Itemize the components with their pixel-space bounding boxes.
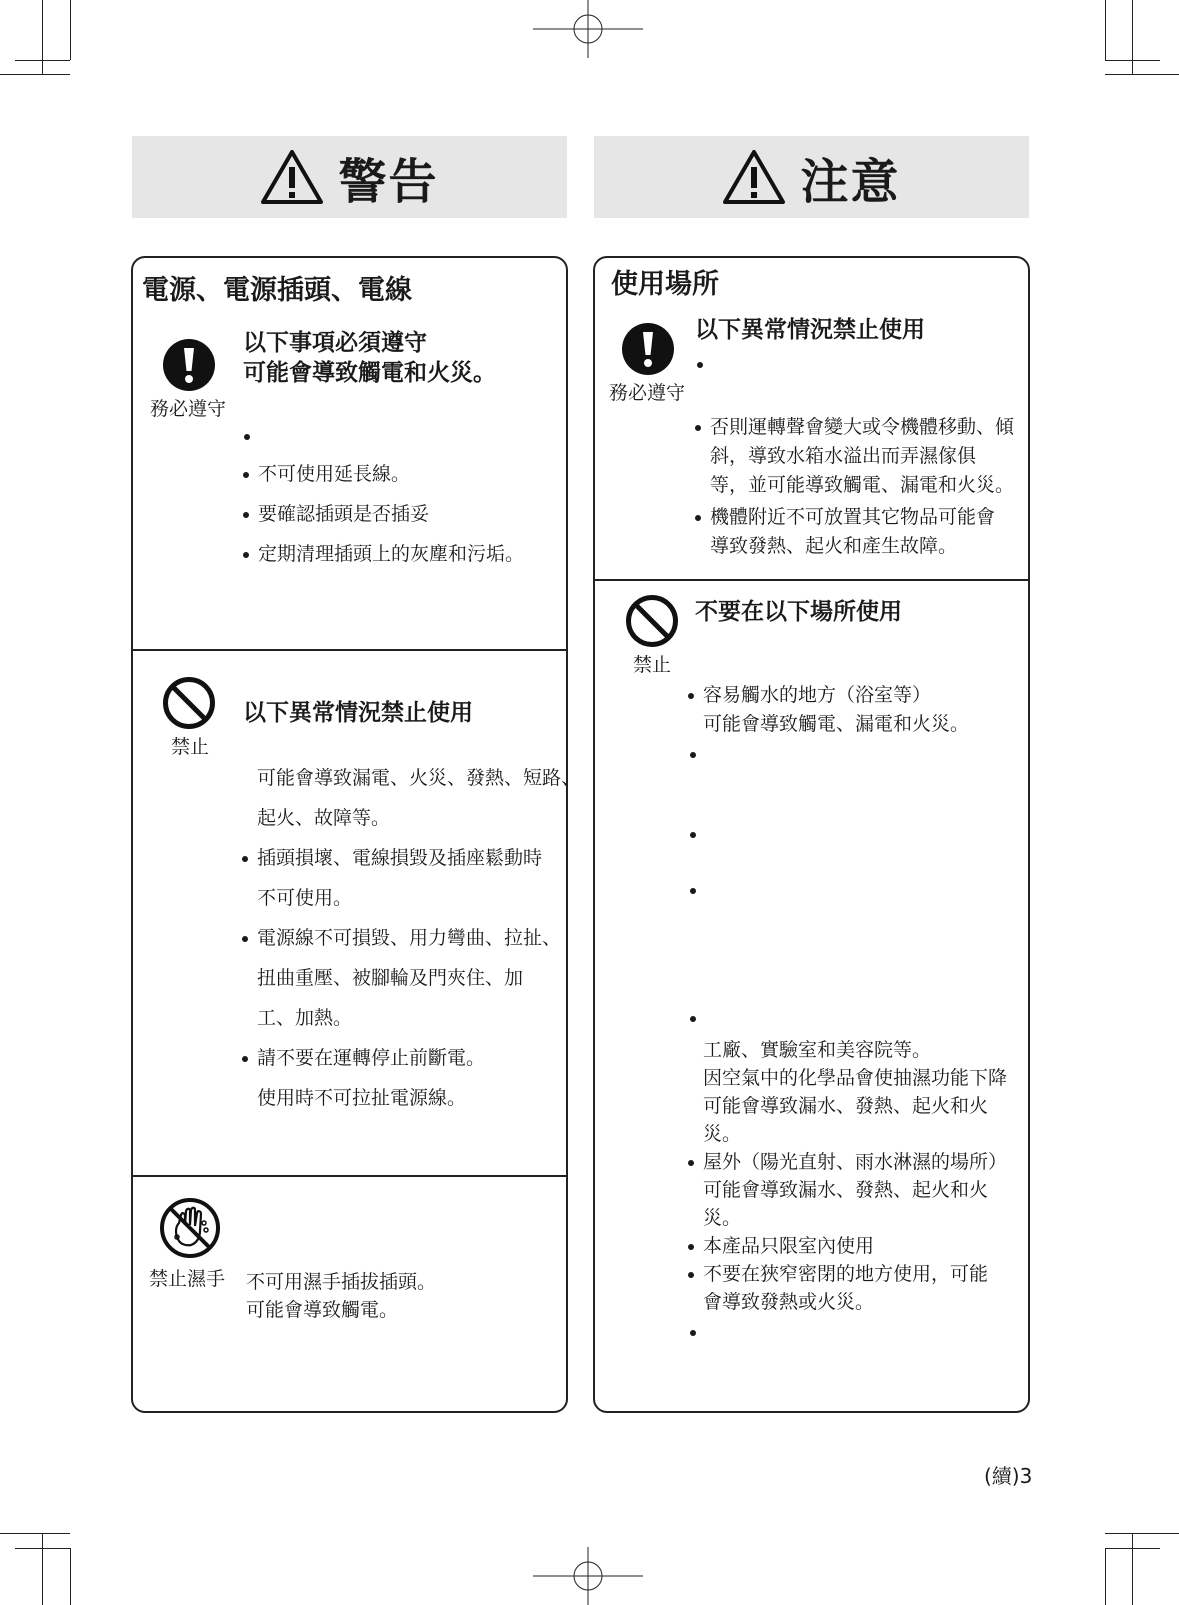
exclamation-mandatory-icon xyxy=(162,338,216,392)
list-item: 機體附近不可放置其它物品可能會 xyxy=(710,503,995,531)
body-text: 可能會導致漏電、火災、發熱、短路、 xyxy=(257,767,581,789)
prohibited-icon xyxy=(625,594,679,648)
section-heading: 可能會導致觸電和火災。 xyxy=(243,360,496,386)
list-item-continued: 可能會導致觸電、漏電和火災。 xyxy=(703,713,970,735)
bullet-dot xyxy=(690,1016,696,1022)
section-divider xyxy=(133,1175,566,1177)
no-wet-hands-label: 禁止濕手 xyxy=(149,1268,226,1290)
bullet-dot xyxy=(690,888,696,894)
bullet-dot xyxy=(690,832,696,838)
list-item-continued: 扭曲重壓、被腳輪及門夾住、加 xyxy=(257,967,524,989)
right-panel xyxy=(593,256,1030,1413)
list-item: 插頭損壞、電線損毀及插座鬆動時 xyxy=(257,844,542,872)
section-title: 使用場所 xyxy=(611,269,719,300)
list-item: 屋外（陽光直射、雨水淋濕的場所） xyxy=(703,1148,1007,1176)
list-item-continued: 斜，導致水箱水溢出而弄濕傢俱 xyxy=(710,445,977,467)
section-heading: 以下異常情況禁止使用 xyxy=(695,317,925,343)
section-heading: 以下異常情況禁止使用 xyxy=(243,700,473,726)
bullet-dot xyxy=(244,434,250,440)
section-divider xyxy=(595,579,1028,581)
body-text: 可能會導致觸電。 xyxy=(246,1299,399,1321)
exclamation-mandatory-icon xyxy=(621,322,675,376)
body-text: 起火、故障等。 xyxy=(257,807,391,829)
mandatory-label: 務必遵守 xyxy=(150,398,227,420)
section-heading: 不要在以下場所使用 xyxy=(695,599,902,625)
list-item: 否則運轉聲會變大或令機體移動、傾 xyxy=(710,413,1014,441)
bullet-dot xyxy=(690,1330,696,1336)
page-number: (續)3 xyxy=(984,1464,1033,1488)
list-item: 不要在狹窄密閉的地方使用，可能 xyxy=(703,1260,988,1288)
list-item-continued: 等，並可能導致觸電、漏電和火災。 xyxy=(710,474,1015,496)
bullet-dot xyxy=(690,752,696,758)
prohibited-label: 禁止 xyxy=(171,736,210,758)
body-text: 不可用濕手插拔插頭。 xyxy=(246,1271,437,1293)
list-item: 本產品只限室內使用 xyxy=(703,1232,874,1260)
warning-triangle-icon xyxy=(260,149,324,205)
list-item: 要確認插頭是否插妥 xyxy=(258,500,429,528)
warning-title: 警告 xyxy=(338,153,439,210)
caution-header xyxy=(594,136,1029,218)
list-item-continued: 使用時不可拉扯電源線。 xyxy=(257,1087,467,1109)
no-wet-hands-icon xyxy=(159,1197,221,1259)
registration-mark-icon xyxy=(533,1545,643,1605)
warning-header xyxy=(132,136,567,218)
list-item-continued: 可能會導致漏水、發熱、起火和火 xyxy=(703,1095,989,1117)
list-item-continued: 會導致發熱或火災。 xyxy=(703,1291,875,1313)
section-divider xyxy=(133,649,566,651)
warning-triangle-icon xyxy=(722,149,786,205)
section-heading: 以下事項必須遵守 xyxy=(243,330,427,356)
caution-title: 注意 xyxy=(800,153,901,210)
list-item-continued: 導致發熱、起火和產生故障。 xyxy=(710,535,958,557)
list-item-continued: 災。 xyxy=(703,1207,742,1229)
list-item: 容易觸水的地方（浴室等） xyxy=(703,681,931,709)
list-item-continued: 工廠、實驗室和美容院等。 xyxy=(703,1039,932,1061)
list-item-continued: 工、加熱。 xyxy=(257,1007,353,1029)
prohibited-label: 禁止 xyxy=(633,654,672,676)
list-item: 請不要在運轉停止前斷電。 xyxy=(257,1044,485,1072)
list-item-continued: 災。 xyxy=(703,1123,742,1145)
mandatory-label: 務必遵守 xyxy=(609,382,686,404)
section-title: 電源、電源插頭、電線 xyxy=(142,275,412,306)
list-item: 不可使用延長線。 xyxy=(258,460,410,488)
list-item: 電源線不可損毀、用力彎曲、拉扯、 xyxy=(257,924,561,952)
registration-mark-icon xyxy=(533,0,643,60)
left-panel xyxy=(131,256,581,1413)
list-item-continued: 不可使用。 xyxy=(257,887,353,909)
bullet-dot xyxy=(697,362,703,368)
prohibited-icon xyxy=(162,676,216,730)
list-item-continued: 可能會導致漏水、發熱、起火和火 xyxy=(703,1179,989,1201)
list-item-continued: 因空氣中的化學品會使抽濕功能下降 xyxy=(703,1067,1008,1089)
list-item: 定期清理插頭上的灰塵和污垢。 xyxy=(258,540,524,568)
